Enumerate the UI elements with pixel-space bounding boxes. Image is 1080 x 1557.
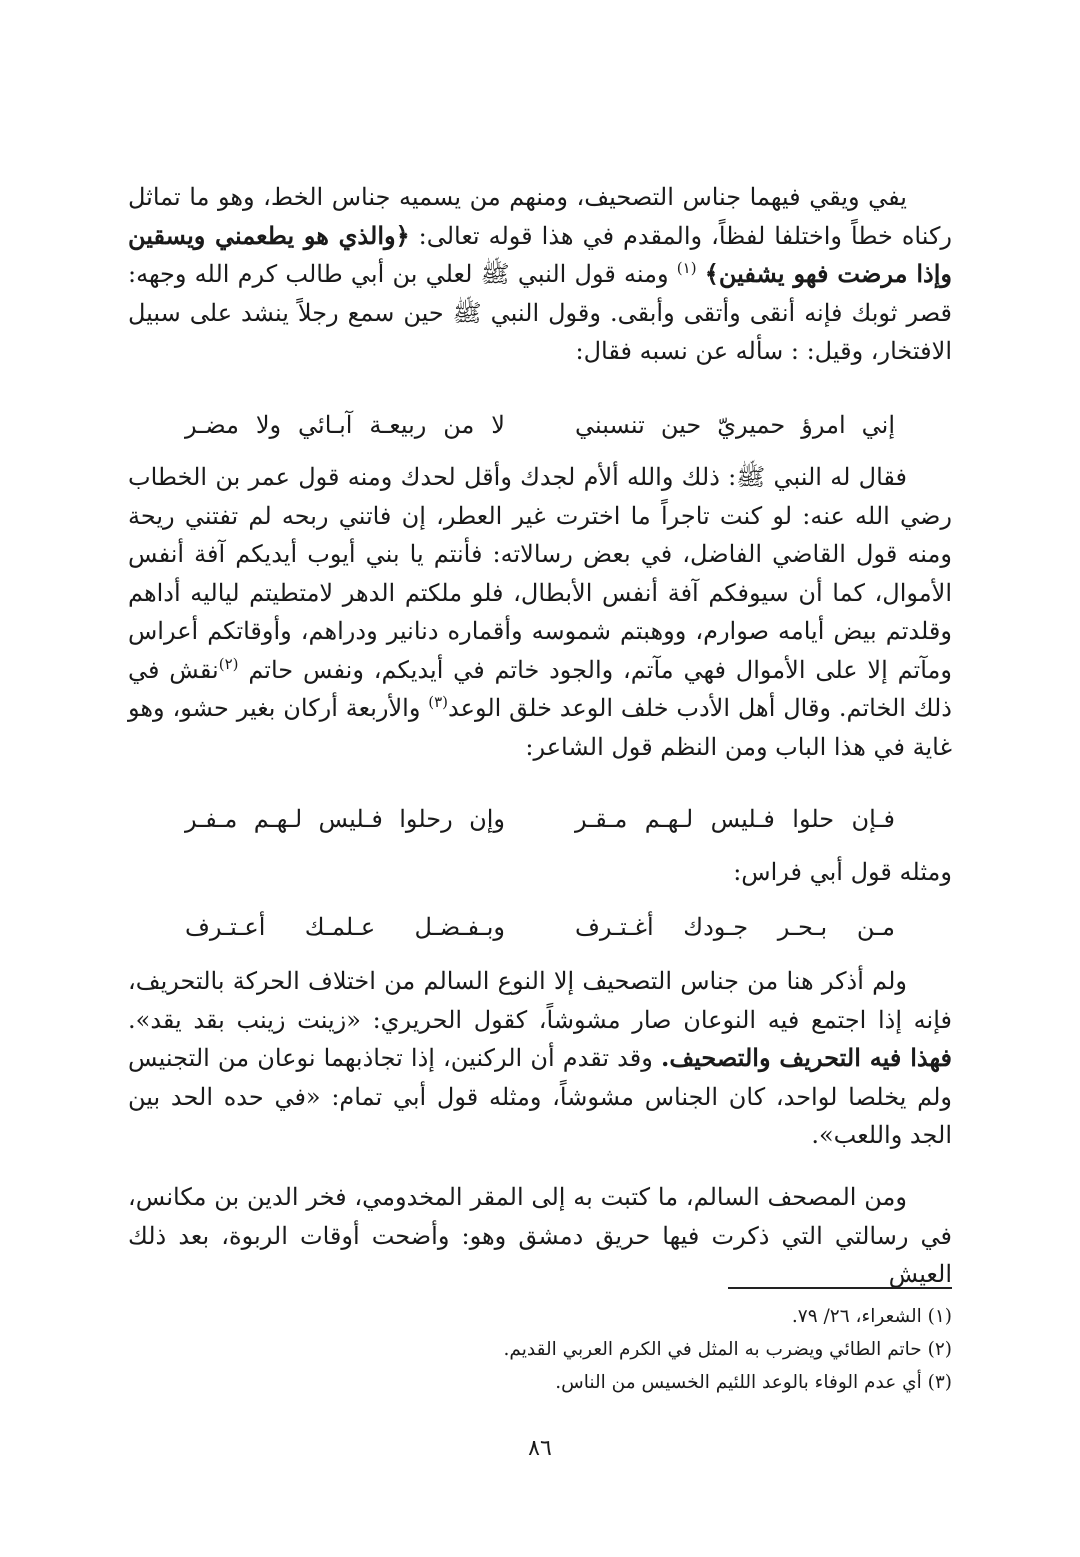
paragraph-5 [128, 1178, 952, 1294]
paragraph-1-text-a: يفي ويقي فيهما جناس التصحيف، ومنهم من يسميه جناس الخط، وهو ما تماثل ركناه خطاً واختلفا لفظاً، والمقدم في هذا قوله تعالى: [128, 183, 952, 250]
paragraph-4-text-a: ولم أذكر هنا من جناس التصحيف إلا النوع السالم من اختلاف الحركة بالتحريف، فإنه إذا اجتمع فيه النوعان صار مشوشاً، كقول الحريري: «زينت زينب بقد يقد». [128, 967, 952, 1034]
verse-3-first-hemistich: مـن بـحـر جـودك أغـتـرف [575, 913, 895, 941]
verse-3-second-hemistich: وبـفـضـل عـلمـك أعـتـرف [185, 913, 505, 941]
footnote-2: (٢) حاتم الطائي ويضرب به المثل في الكرم العربي القديم. [503, 1339, 952, 1360]
footnote-divider [728, 1287, 952, 1289]
footnote-ref-1: (١) [676, 259, 697, 277]
paragraph-2 [128, 458, 952, 766]
page-number: ٨٦ [528, 1436, 552, 1461]
poetry-verse-2 [185, 800, 895, 838]
paragraph-3 [128, 853, 952, 892]
footnote-ref-2: (٢) [218, 654, 239, 673]
verse-2-second-hemistich: وإن رحلوا فـليس لـهـم مـفـر [185, 805, 505, 833]
footnote-3: (٣) أي عدم الوفاء بالوعد اللئيم الخسيس من الناس. [555, 1372, 952, 1393]
quran-verse: ﴿والذي هو يطعمني ويسقين وإذا مرضت فهو يشفين﴾ [128, 220, 952, 288]
footnote-1: (١) الشعراء، ٢٦/ ٧٩. [791, 1306, 952, 1327]
verse-2-first-hemistich: فـإن حلوا فـليس لـهـم مـقـر [575, 805, 895, 833]
paragraph-4 [128, 962, 952, 1155]
poetry-verse-3 [185, 908, 895, 946]
verse-1-first-hemistich: إني امرؤ حميريّ حين تنسبني [575, 411, 895, 439]
paragraph-1-text-b: ومنه قول النبي ﷺ لعلي بن أبي طالب كرم الله وجهه: قصر ثوبك فإنه أنقى وأتقى وأبقى. وقول النبي ﷺ حين سمع رجلاً ينشد على سبيل الافتخار، وقيل: : سأله عن نسبه فقال: [128, 260, 952, 365]
paragraph-4-bold-text: فهذا فيه التحريف والتصحيف. [660, 1043, 952, 1072]
paragraph-4-text-b: وقد تقدم أن الركنين، إذا تجاذبهما نوعان من التجنيس ولم يخلصا لواحد، كان الجناس مشوشاً، ومثله قول أبي تمام: «في حده الحد بين الجد واللعب». [128, 1044, 952, 1149]
paragraph-2-text-c: والأربعة أركان بغير حشو، وهو غاية في هذا الباب ومن النظم قول الشاعر: [128, 694, 952, 761]
paragraph-3-text: ومثله قول أبي فراس: [733, 858, 952, 886]
paragraph-5-text: ومن المصحف السالم، ما كتبت به إلى المقر المخدومي، فخر الدين بن مكانس، في رسالتي التي ذكرت فيها حريق دمشق وهو: وأضحت أوقات الربوة، بعد ذلك العيش [128, 1183, 952, 1288]
paragraph-2-text-b: نقش في ذلك الخاتم. وقال أهل الأدب خلف الوعد خلق الوعد [128, 655, 952, 722]
paragraph-1 [128, 178, 952, 371]
footnotes-list [128, 1300, 952, 1399]
paragraph-2-text-a: فقال له النبي ﷺ: ذلك والله ألأم لجدك وأقل لحدك ومنه قول عمر بن الخطاب رضي الله عنه: لو كنت تاجراً ما اخترت غير العطر، إن فاتني ربحه لم تفتني ريحة ومنه قول القاضي الفاضل، في بعض رسالاته: فأنتم يا بني أيوب أيديكم آفة أنفس الأموال، كما أن سيوفكم آفة أنفس الأبطال، فلو ملكتم الدهر لامتطيتم لياليه أداهم وقلدتم بيض أيامه صوارم، ووهبتم شموسه وأقماره دنانير ودراهم، وأوقاتكم أعراس ومآتم إلا على الأموال فهي مآتم، والجود خاتم في أيديكم، ونفس حاتم [128, 463, 952, 684]
poetry-verse-1 [185, 406, 895, 444]
verse-1-second-hemistich: لا من ربيعـة آبـائي ولا مضـر [185, 411, 505, 439]
footnote-ref-3: (٣) [428, 693, 449, 711]
